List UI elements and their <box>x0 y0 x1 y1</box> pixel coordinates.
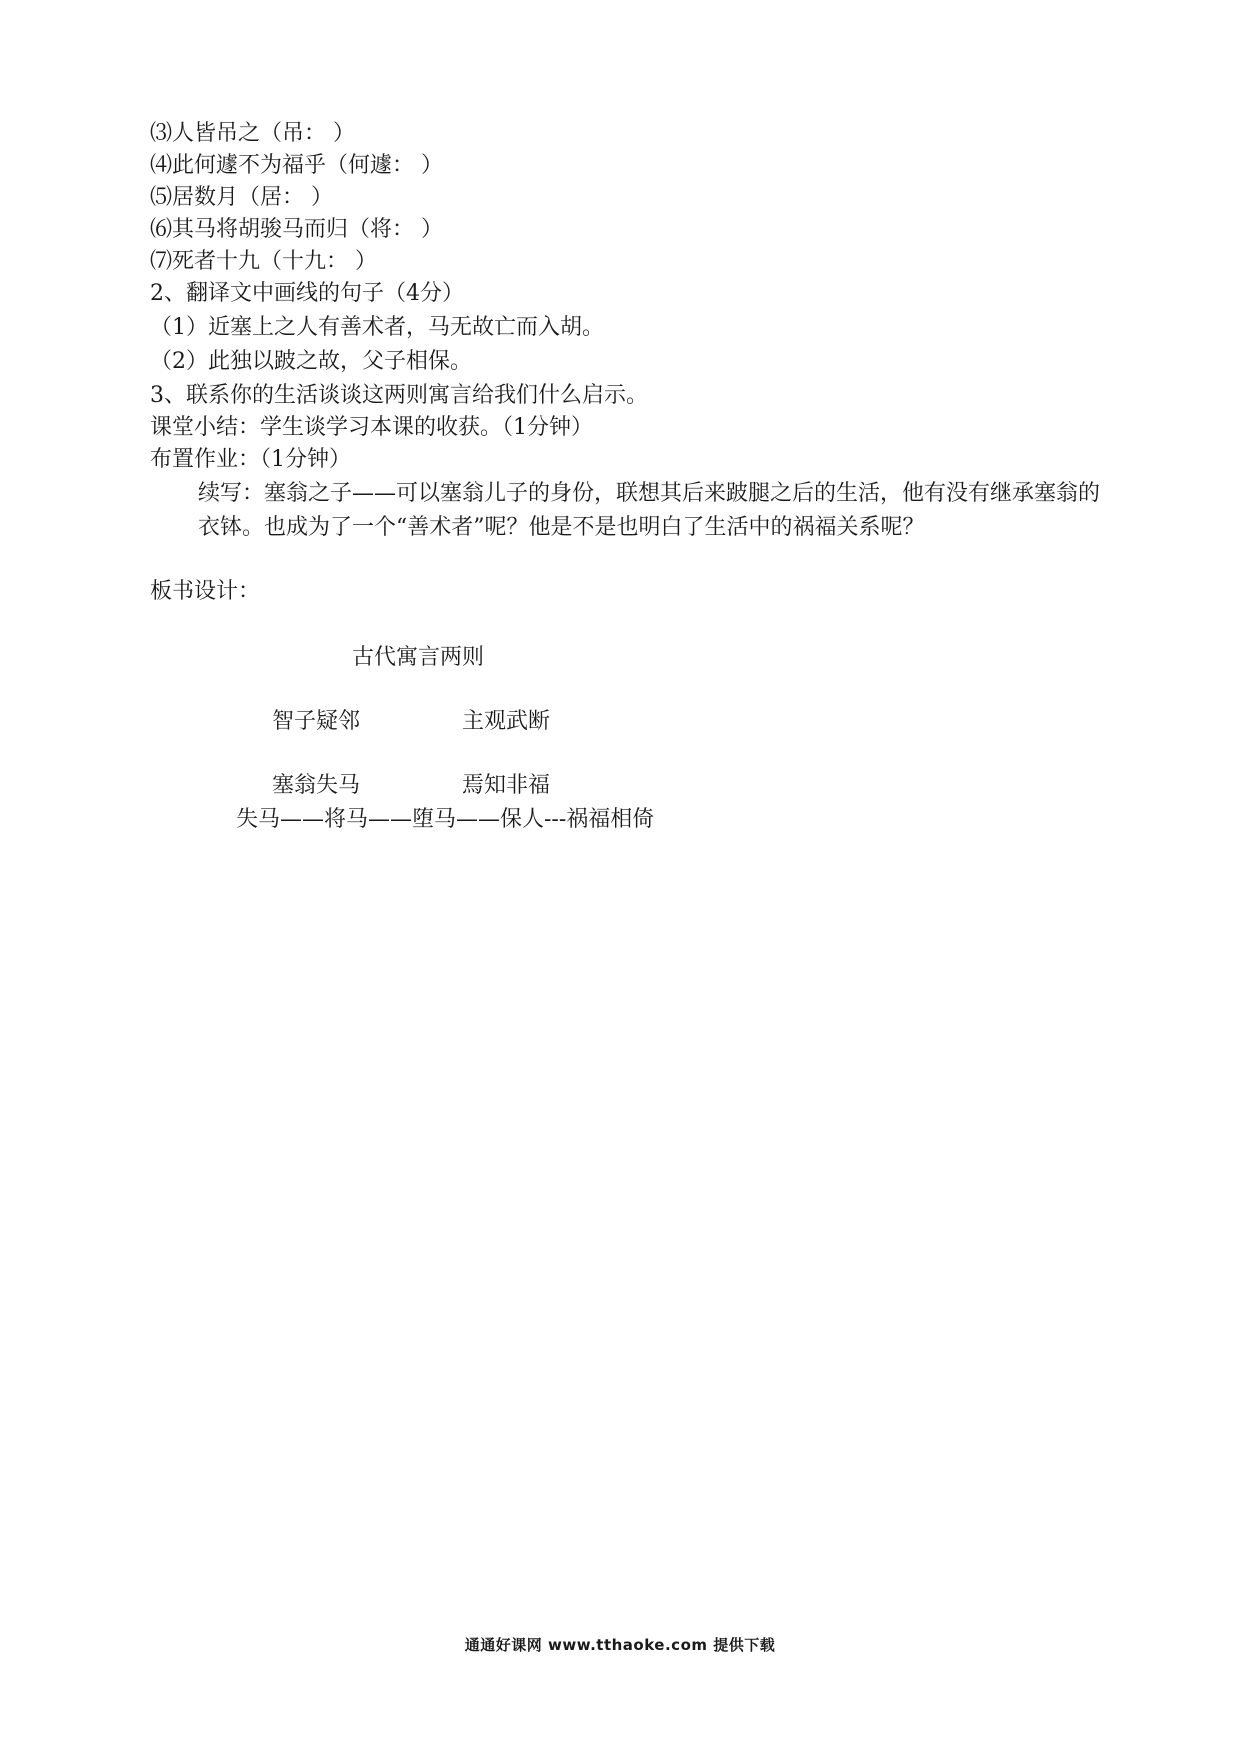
footer-credit: 通通好课网 www.tthaoke.com 提供下载 <box>464 1636 776 1654</box>
exercise-item-5: ⑸居数月（居： ） <box>150 185 333 210</box>
exercise-item-4: ⑷此何遽不为福乎（何遽： ） <box>150 153 443 178</box>
homework-title: 布置作业：（1分钟） <box>150 447 351 472</box>
question-3-title: 3、联系你的生活谈谈这两则寓言给我们什么启示。 <box>150 383 648 408</box>
board-title: 古代寓言两则 <box>352 645 485 670</box>
exercise-item-6: ⑹其马将胡骏马而归（将： ） <box>150 217 443 242</box>
board-heading: 板书设计： <box>150 579 261 604</box>
board-row-2-right: 焉知非福 <box>462 773 551 798</box>
exercise-item-3: ⑶人皆吊之（吊： ） <box>150 121 355 146</box>
board-chain: 失马——将马——堕马——保人---祸福相倚 <box>236 807 655 832</box>
board-row-2-left: 塞翁失马 <box>272 773 361 798</box>
exercise-item-7: ⑺死者十九（十九： ） <box>150 249 377 274</box>
question-2-item-1: （1）近塞上之人有善术者，马无故亡而入胡。 <box>150 315 604 340</box>
homework-paragraph: 续写：塞翁之子——可以塞翁儿子的身份，联想其后来跛腿之后的生活，他有没有继承塞翁的衣钵。也成为了一个“善术者”呢？他是不是也明白了生活中的祸福关系呢？ <box>198 481 1101 540</box>
question-2-title: 2、翻译文中画线的句子（4分） <box>150 281 464 306</box>
question-2-item-2: （2）此独以跛之故，父子相保。 <box>150 349 472 374</box>
class-summary: 课堂小结：学生谈学习本课的收获。（1分钟） <box>150 415 593 440</box>
board-row-1-right: 主观武断 <box>462 709 551 734</box>
homework-text <box>150 477 1100 545</box>
board-row-1-left: 智子疑邻 <box>272 709 361 734</box>
